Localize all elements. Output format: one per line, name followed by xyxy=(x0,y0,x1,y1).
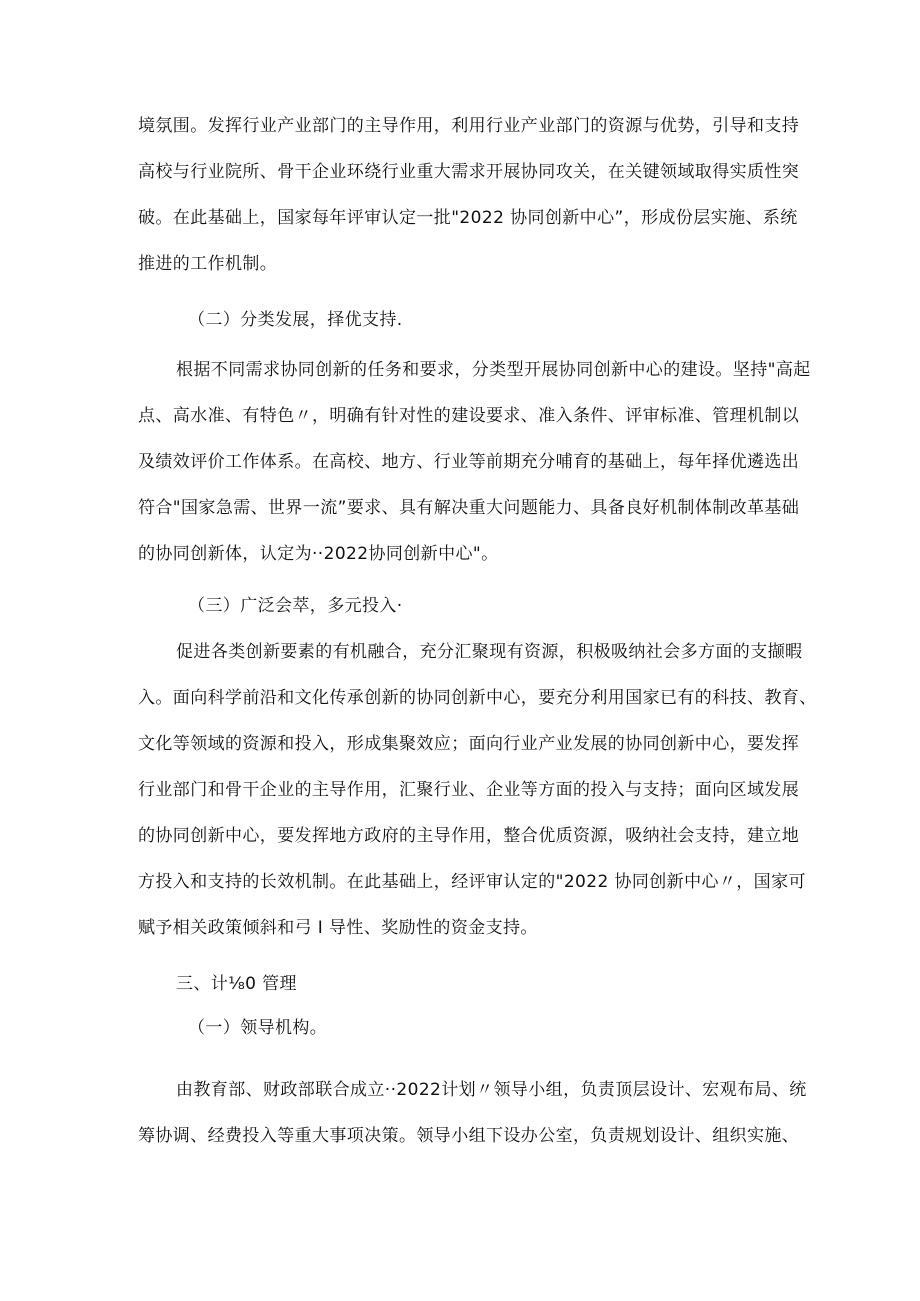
paragraph-line: 破。在此基础上，国家每年评审认定一批"2022 协同创新中心”，形成份层实施、系统 xyxy=(138,208,798,228)
paragraph-line: 高校与行业院所、骨干企业环绕行业重大需求开展协同攻关，在关键领域取得实质性突 xyxy=(138,162,800,182)
paragraph-line: 文化等领域的资源和投入，形成集聚效应；面向行业产业发展的协同创新中心，要发挥 xyxy=(138,734,800,754)
paragraph-line: 境氛围。发挥行业产业部门的主导作用，利用行业产业部门的资源与优势，引导和支持 xyxy=(138,116,800,136)
paragraph-line: 符合"国家急需、世界一流”要求、具有解决重大问题能力、具备良好机制体制改革基础 xyxy=(138,498,800,518)
paragraph-line: 赋予相关政策倾斜和弓 I 导性、奖励性的资金支持。 xyxy=(138,918,538,938)
paragraph-line: 点、高水准、有特色〃，明确有针对性的建设要求、准入条件、评审标准、管理机制以 xyxy=(138,406,800,426)
section-heading-2: （二）分类发展，择优支持. xyxy=(188,310,403,330)
paragraph-line: 由教育部、财政部联合成立··2022计划〃领导小组，负责顶层设计、宏观布局、统 xyxy=(176,1080,807,1100)
paragraph-line: 根据不同需求协同创新的任务和要求，分类型开展协同创新中心的建设。坚持"高起 xyxy=(176,360,811,380)
paragraph-line: 筹协调、经费投入等重大事项决策。领导小组下设办公室，负责规划设计、组织实施、 xyxy=(138,1126,800,1146)
paragraph-line: 及绩效评价工作体系。在高校、地方、行业等前期充分哺育的基础上，每年择优遴选出 xyxy=(138,452,800,472)
paragraph-line: 促进各类创新要素的有机融合，充分汇聚现有资源，积极吸纳社会多方面的支撷暇 xyxy=(176,642,803,662)
paragraph-line: 行业部门和骨干企业的主导作用，汇聚行业、企业等方面的投入与支持；面向区域发展 xyxy=(138,780,800,800)
paragraph-line: 的协同创新中心，要发挥地方政府的主导作用，整合优质资源，吸纳社会支持，建立地 xyxy=(138,826,800,846)
paragraph-line: 入。面向科学前沿和文化传承创新的协同创新中心，要充分利用国家已有的科技、教育、 xyxy=(138,688,817,708)
paragraph-line: 方投入和支持的长效机制。在此基础上，经评审认定的"2022 协同创新中心〃，国家可 xyxy=(138,872,806,892)
paragraph-line: 的协同创新体，认定为··2022协同创新中心"。 xyxy=(138,544,499,564)
section-heading-3: （三）广泛会萃，多元投入· xyxy=(188,596,403,616)
section-heading-1: （一）领导机构。 xyxy=(188,1018,328,1038)
paragraph-line: 推进的工作机制。 xyxy=(138,254,278,274)
chapter-heading: 三、计⅛0 管理 xyxy=(176,974,297,994)
